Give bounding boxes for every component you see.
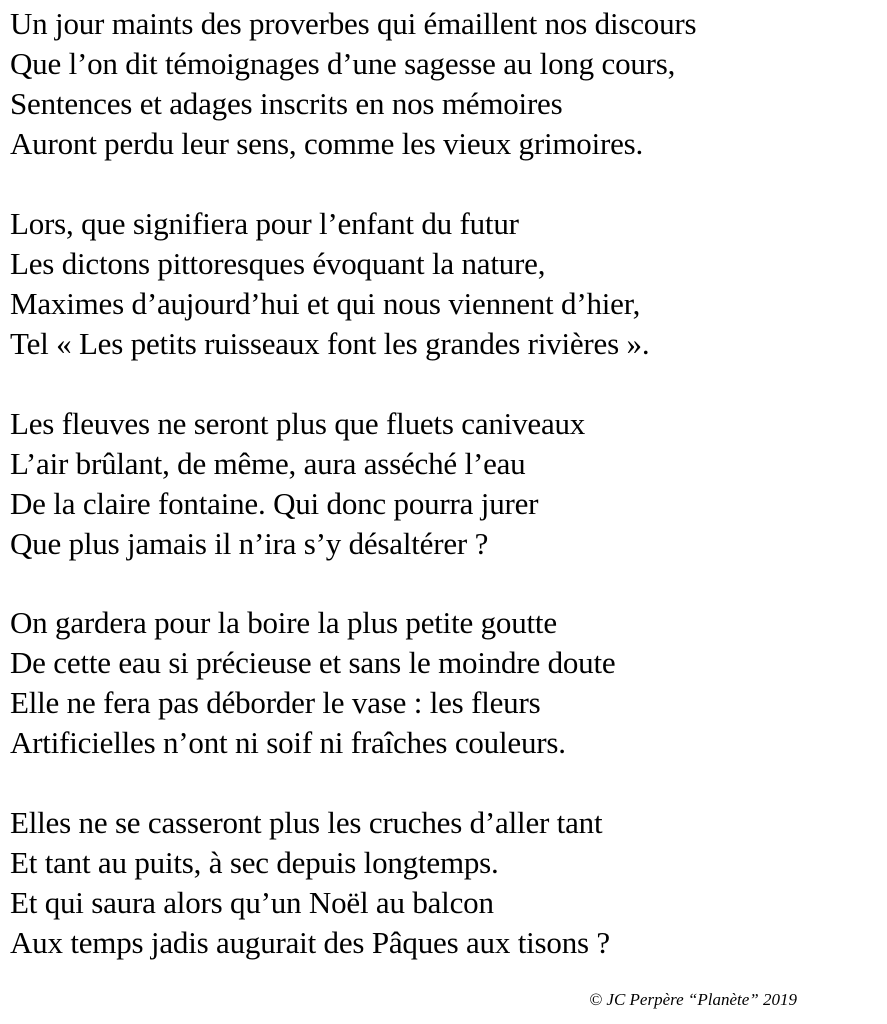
poem-line: Elle ne fera pas déborder le vase : les fleurs xyxy=(10,685,541,720)
stanza-4 xyxy=(10,603,615,763)
copyright-credit: © JC Perpère “Planète” 2019 xyxy=(589,990,797,1009)
poem-line: Aux temps jadis augurait des Pâques aux tisons ? xyxy=(10,925,610,960)
poem-line: Lors, que signifiera pour l’enfant du futur xyxy=(10,206,519,241)
poem-line: Que l’on dit témoignages d’une sagesse au long cours, xyxy=(10,46,676,81)
poem-line: Que plus jamais il n’ira s’y désaltérer ? xyxy=(10,526,489,561)
poem-line: Artificielles n’ont ni soif ni fraîches couleurs. xyxy=(10,725,566,760)
poem-line: Elles ne se casseront plus les cruches d’aller tant xyxy=(10,805,603,840)
poem-line: Et qui saura alors qu’un Noël au balcon xyxy=(10,885,494,920)
stanza-5 xyxy=(10,803,610,963)
poem-line: Et tant au puits, à sec depuis longtemps. xyxy=(10,845,499,880)
stanza-3 xyxy=(10,404,585,564)
stanza-1 xyxy=(10,4,696,164)
poem-line: Sentences et adages inscrits en nos mémoires xyxy=(10,86,563,121)
poem-line: Tel « Les petits ruisseaux font les grandes rivières ». xyxy=(10,326,650,361)
poem-line: Les dictons pittoresques évoquant la nature, xyxy=(10,246,546,281)
poem-line: Maximes d’aujourd’hui et qui nous viennent d’hier, xyxy=(10,286,641,321)
poem-line: L’air brûlant, de même, aura asséché l’eau xyxy=(10,446,526,481)
stanza-2 xyxy=(10,204,649,364)
poem-line: Un jour maints des proverbes qui émaillent nos discours xyxy=(10,6,697,41)
poem-line: On gardera pour la boire la plus petite goutte xyxy=(10,605,557,640)
poem-line: Les fleuves ne seront plus que fluets caniveaux xyxy=(10,406,586,441)
poem-line: De la claire fontaine. Qui donc pourra jurer xyxy=(10,486,539,521)
poem-line: De cette eau si précieuse et sans le moindre doute xyxy=(10,645,616,680)
poem-line: Auront perdu leur sens, comme les vieux grimoires. xyxy=(10,126,644,161)
